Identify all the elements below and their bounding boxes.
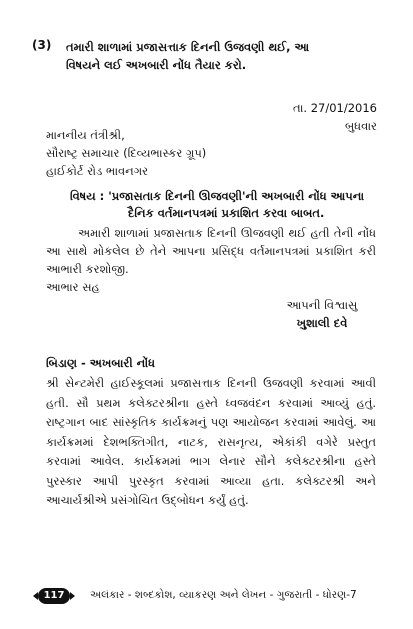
attachment-text: શ્રી સેન્ટમેરી હાઈસ્કૂલમાં પ્રજાસત્તાક દિનની ઉજવણી કરવામાં આવી હતી. સૌ પ્રથમ કલેક્ટરશ્રીના હસ્તે ધ્વજવંદન કરવામાં આવ્યું હતું. રાષ્ટ્રગાન બાદ સાંસ્કૃતિક કાર્યક્રમનું પણ આયોજન કરવામાં આવેલું. આ કાર્યક્રમમાં દેશભક્તિગીત, નાટક, રાસનૃત્ય, એકાંકી વગેરે પ્રસ્તુત કરવામાં આવેલ. કાર્યક્રમમાં ભાગ લેનાર સૌને કલેક્ટરશ્રીના હસ્તે પુરસ્કાર આપી પુરસ્કૃત કરવામાં આવ્યા હતા. કલેક્ટરશ્રી અને આચાર્યશ્રીએ પ્રસંગોચિત ઉદ્બોધન કર્યું હતું. xyxy=(46,376,376,507)
letter-day: બુધવાર xyxy=(344,119,377,133)
question-text xyxy=(66,38,376,74)
page-footer xyxy=(38,585,378,607)
question-text-line2: વિષયને લઈ અખબારી નોંધ તૈયાર કરો. xyxy=(66,58,247,72)
letter-subject xyxy=(70,188,376,222)
subject-line2: દૈનિક વર્તમાનપત્રમાં પ્રકાશિત કરવા બાબત. xyxy=(128,206,325,220)
letter-closing: આભાર સહ xyxy=(46,280,100,294)
subject-line1: વિષય : 'પ્રજાસતાક દિનની ઊજવણી'ની અખબારી નોંધ આપના xyxy=(70,189,365,203)
attachment-heading: બિડાણ - અખબારી નોંધ xyxy=(46,356,155,370)
page-number: 117 xyxy=(38,588,70,604)
question-number: (3) xyxy=(32,38,52,52)
letter-signer: ખુશાલી દવે xyxy=(296,316,348,330)
letter-signoff: આપની વિશ્વાસુ xyxy=(286,298,358,312)
letter-date: તા. 27/01/2016 xyxy=(292,101,377,115)
recipient-line3: હાઈકોર્ટ રોડ ભાવનગર xyxy=(46,164,149,178)
letter-body: અમારી શાળામાં પ્રજાસતાક દિનની ઊજવણી થઈ હતી તેની નોંધ આ સાથે મોકલેલ છે તેને આપના પ્રસિદ્ધ વર્તમાનપત્રમાં પ્રકાશિત કરી આભારી કરશોજી. xyxy=(46,226,376,276)
question-text-line1: તમારી શાળામાં પ્રજાસત્તાક દિનની ઉજવણી થઈ, આ xyxy=(66,40,310,54)
recipient-line2: સૌરાષ્ટ્ર સમાચાર (દિવ્યભાસ્કર ગ્રૂપ) xyxy=(46,146,207,160)
recipient-line1: માનનીય તંત્રીશ્રી, xyxy=(46,128,125,142)
footer-title: અલંકાર - શબ્દકોશ, વ્યાકરણ અને લેખન - ગુજરાતી - ધોરણ-7 xyxy=(90,589,357,601)
